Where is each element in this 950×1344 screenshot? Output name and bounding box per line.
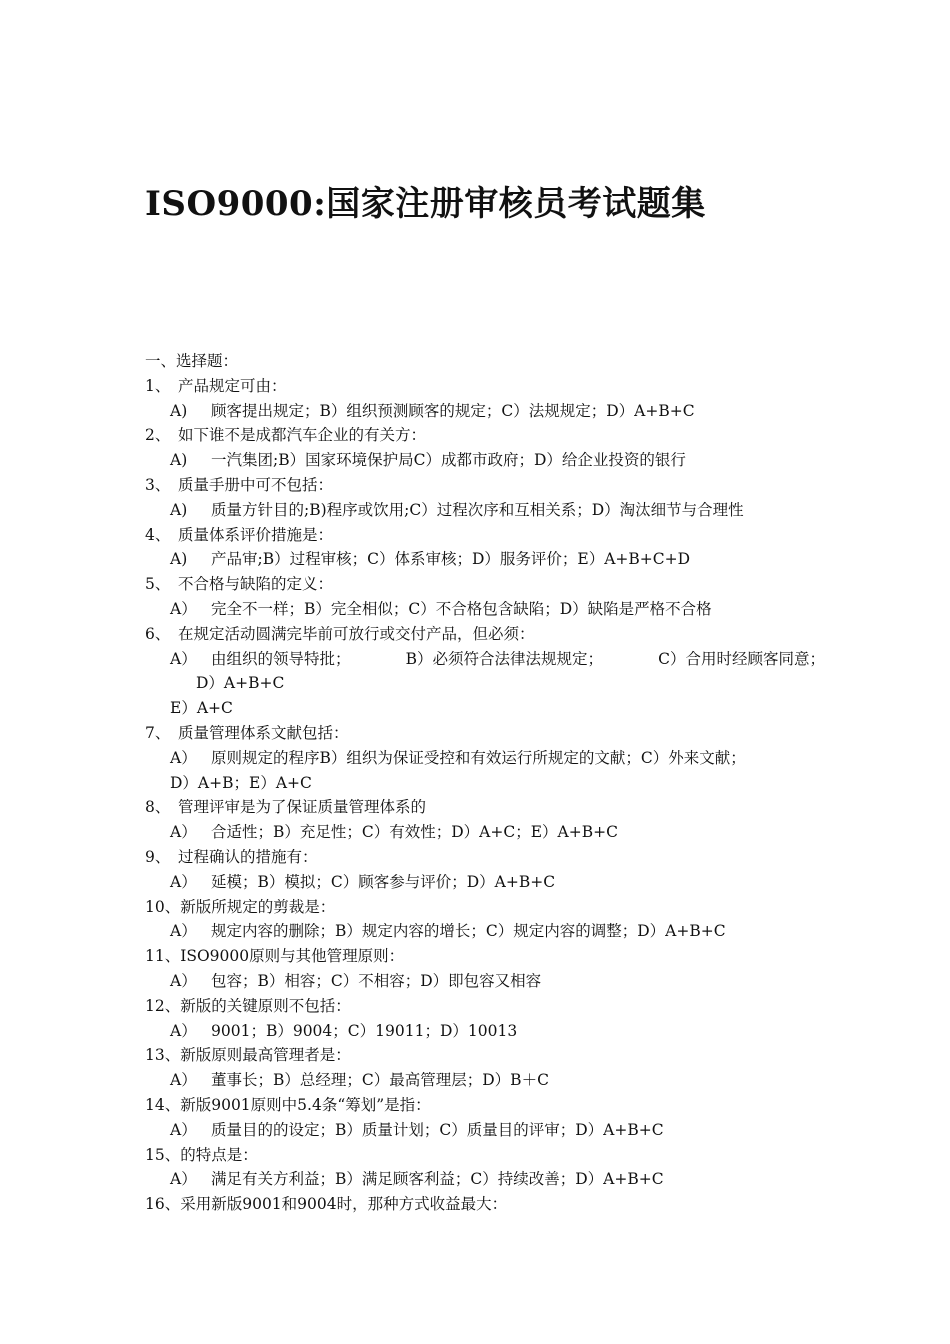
options-text: D）A+B+C: [196, 674, 285, 693]
section-heading: 一、选择题：: [145, 352, 239, 370]
question-line: [145, 1143, 825, 1168]
option-label: A）: [170, 599, 197, 618]
option-label: A): [170, 550, 188, 569]
question-line: [145, 622, 825, 647]
options-line: [145, 448, 825, 473]
question-text: 管理评审是为了保证质量管理体系的: [178, 798, 427, 817]
question-text: 产品规定可由：: [178, 376, 287, 395]
question-line: [145, 845, 825, 870]
options-text: 9001；B）9004；C）19011；D）10013: [211, 1021, 518, 1040]
options-text: 完全不一样；B）完全相似；C）不合格包含缺陷；D）缺陷是严格不合格: [211, 599, 712, 618]
question-text: 11、ISO9000原则与其他管理原则：: [145, 947, 405, 966]
option-label: A）: [170, 649, 197, 668]
options-text: 一汽集团;B）国家环境保护局C）成都市政府；D）给企业投资的银行: [211, 451, 686, 470]
option-label: A）: [170, 748, 197, 767]
option-part: C）合用时经顾客同意；: [658, 649, 825, 668]
options-continuation: [145, 771, 825, 796]
question-line: [145, 895, 825, 920]
options-line: [145, 919, 825, 944]
options-text: 满足有关方利益；B）满足顾客利益；C）持续改善；D）A+B+C: [211, 1170, 664, 1189]
question-number: 7、: [145, 723, 171, 742]
options-text: 顾客提出规定；B）组织预测顾客的规定；C）法规规定；D）A+B+C: [211, 401, 695, 420]
document-title: ISO9000:国家注册审核员考试题集: [145, 184, 706, 224]
options-line: [145, 870, 825, 895]
question-text: 14、新版9001原则中5.4条“筹划”是指：: [145, 1095, 431, 1114]
question-line: [145, 473, 825, 498]
option-label: A): [170, 500, 188, 519]
options-line: [145, 1167, 825, 1192]
options-text: 质量方针目的;B)程序或饮用;C）过程次序和互相关系；D）淘汰细节与合理性: [211, 500, 744, 519]
option-label: A）: [170, 971, 197, 990]
options-line: [145, 820, 825, 845]
question-number: 9、: [145, 847, 171, 866]
question-line: [145, 944, 825, 969]
question-list: [145, 349, 825, 1217]
question-line: [145, 721, 825, 746]
options-text: 延模；B）模拟；C）顾客参与评价；D）A+B+C: [211, 872, 556, 891]
options-text: 规定内容的删除；B）规定内容的增长；C）规定内容的调整；D）A+B+C: [211, 922, 726, 941]
question-number: 3、: [145, 475, 171, 494]
option-label: A）: [170, 1071, 197, 1090]
question-number: 2、: [145, 426, 171, 445]
options-line: [145, 399, 825, 424]
question-text: 质量手册中可不包括：: [178, 475, 334, 494]
options-line: [145, 969, 825, 994]
question-text: 16、采用新版9001和9004时，那种方式收益最大：: [145, 1195, 508, 1214]
question-text: 10、新版所规定的剪裁是：: [145, 897, 336, 916]
option-label: A）: [170, 1120, 197, 1139]
options-text: 原则规定的程序B）组织为保证受控和有效运行所规定的文献；C）外来文献；: [211, 748, 746, 767]
options-text: 合适性；B）充足性；C）有效性；D）A+C；E）A+B+C: [211, 823, 618, 842]
option-label: A）: [170, 872, 197, 891]
question-text: 13、新版原则最高管理者是：: [145, 1046, 351, 1065]
question-text: 质量体系评价措施是：: [178, 525, 334, 544]
options-line: [145, 1019, 825, 1044]
question-line: [145, 1192, 825, 1217]
question-number: 8、: [145, 798, 171, 817]
option-label: A）: [170, 922, 197, 941]
options-text: 质量目的的设定；B）质量计划；C）质量目的评审；D）A+B+C: [211, 1120, 664, 1139]
option-label: A）: [170, 1021, 197, 1040]
option-label: A）: [170, 1170, 197, 1189]
question-text: 质量管理体系文献包括：: [178, 723, 349, 742]
question-text: 在规定活动圆满完毕前可放行或交付产品，但必须：: [178, 624, 535, 643]
options-text: E）A+C: [170, 699, 233, 718]
question-number: 5、: [145, 575, 171, 594]
options-text: D）A+B；E）A+C: [170, 773, 312, 792]
question-text: 不合格与缺陷的定义：: [178, 575, 334, 594]
options-line: [145, 647, 825, 672]
question-line: [145, 572, 825, 597]
options-justified: [170, 647, 825, 672]
question-line: [145, 374, 825, 399]
options-line: [145, 547, 825, 572]
question-line: [145, 523, 825, 548]
question-text: 15、的特点是：: [145, 1145, 258, 1164]
question-text: 如下谁不是成都汽车企业的有关方：: [178, 426, 427, 445]
question-line: [145, 795, 825, 820]
question-line: [145, 1093, 825, 1118]
options-continuation: [145, 696, 825, 721]
options-text: 包容；B）相容；C）不相容；D）即包容又相容: [211, 971, 542, 990]
options-line: [145, 1068, 825, 1093]
question-line: [145, 994, 825, 1019]
option-group: [170, 647, 351, 672]
options-line: [145, 1118, 825, 1143]
options-line: [145, 746, 825, 771]
option-part: B）必须符合法律法规规定；: [405, 649, 604, 668]
question-line: [145, 1043, 825, 1068]
option-label: A）: [170, 823, 197, 842]
options-line: [145, 597, 825, 622]
question-number: 6、: [145, 624, 171, 643]
question-text: 12、新版的关键原则不包括：: [145, 996, 351, 1015]
option-label: A): [170, 451, 188, 470]
option-part: 由组织的领导特批；: [211, 649, 351, 668]
options-text: 董事长；B）总经理；C）最高管理层；D）B＋C: [211, 1071, 549, 1090]
question-number: 4、: [145, 525, 171, 544]
question-line: [145, 423, 825, 448]
question-text: 过程确认的措施有：: [178, 847, 318, 866]
question-number: 1、: [145, 376, 171, 395]
options-text: 产品审;B）过程审核；C）体系审核；D）服务评价；E）A+B+C+D: [211, 550, 691, 569]
options-line: [145, 498, 825, 523]
options-continuation: [145, 671, 825, 696]
option-label: A): [170, 401, 188, 420]
